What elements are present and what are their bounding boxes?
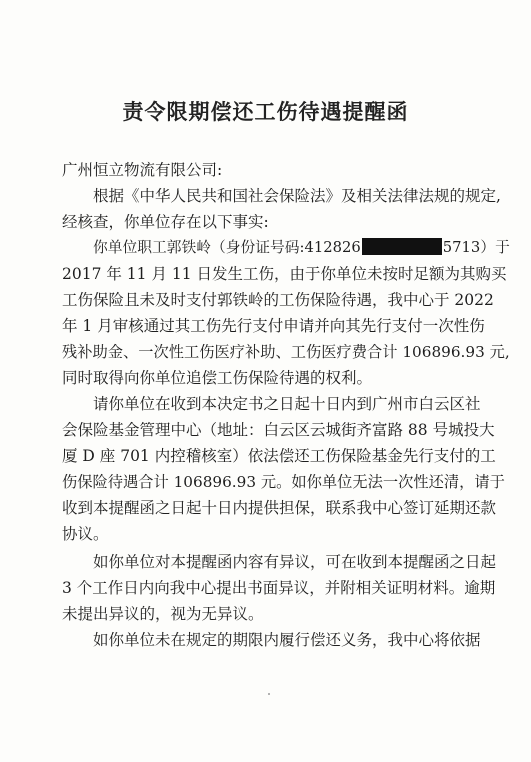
recipient-line: 广州恒立物流有限公司:: [62, 161, 223, 179]
paragraph-2-line-5: 残补助金、一次性工伤医疗补助、工伤医疗费合计 106896.93 元,: [62, 343, 510, 361]
paragraph-2-line-2: 2017 年 11 月 11 日发生工伤，由于你单位未按时足额为其购买: [62, 265, 507, 283]
redaction-bar: [362, 238, 442, 255]
paragraph-3-line-3: 厦 D 座 701 内控稽核室）依法偿还工伤保险基金先行支付的工: [62, 447, 496, 465]
scan-speck: [268, 693, 270, 695]
document-title: 责令限期偿还工伤待遇提醒函: [122, 99, 409, 124]
paragraph-3-line-2: 会保险基金管理中心（地址：白云区云城街齐富路 88 号城投大: [62, 421, 495, 439]
paragraph-2-line-6: 同时取得向你单位追偿工伤保险待遇的权利。: [62, 369, 373, 387]
paragraph-2-line-4: 年 1 月审核通过其工伤先行支付申请并向其先行支付一次性伤: [62, 317, 485, 335]
paragraph-3-line-6: 协议。: [62, 525, 109, 543]
paragraph-2-line-3: 工伤保险且未及时支付郭铁岭的工伤保险待遇，我中心于 2022: [62, 291, 494, 309]
id-number-suffix: 5713）于: [442, 239, 510, 256]
paragraph-2-line-1: [93, 238, 510, 258]
paragraph-3-line-4: 伤保险待遇合计 106896.93 元。如你单位无法一次性还清，请于: [62, 473, 505, 491]
paragraph-4-line-1: 如你单位对本提醒函内容有异议，可在收到本提醒函之日起: [93, 553, 497, 571]
id-number-prefix: 你单位职工郭铁岭（身份证号码:412826: [93, 239, 361, 256]
paragraph-3-line-5: 收到本提醒函之日起十日内提供担保，联系我中心签订延期还款: [62, 499, 497, 517]
paragraph-5-line-1: 如你单位未在规定的期限内履行偿还义务，我中心将依据: [93, 631, 481, 649]
paragraph-3-line-1: 请你单位在收到本决定书之日起十日内到广州市白云区社: [93, 395, 481, 413]
paragraph-1-line-1: 根据《中华人民共和国社会保险法》及相关法律法规的规定,: [93, 187, 501, 205]
paragraph-4-line-2: 3 个工作日内向我中心提出书面异议，并附相关证明材料。逾期: [62, 579, 496, 597]
paragraph-1-line-2: 经核查，你单位存在以下事实:: [62, 213, 269, 231]
paragraph-4-line-3: 未提出异议的，视为无异议。: [62, 605, 264, 623]
